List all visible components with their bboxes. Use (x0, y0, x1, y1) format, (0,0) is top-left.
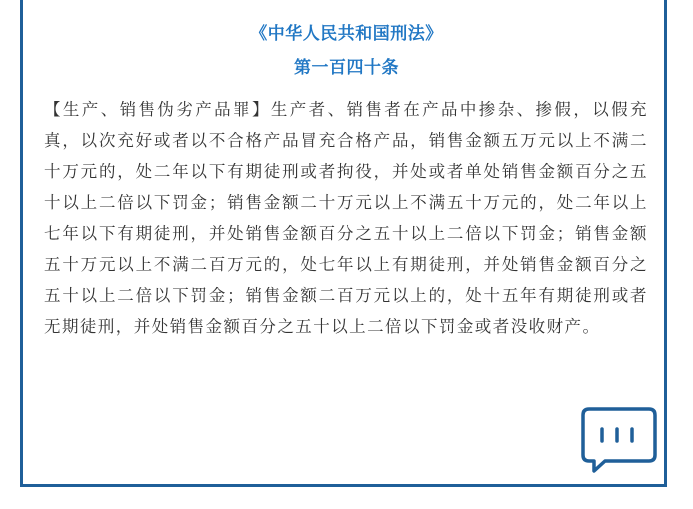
article-number: 第一百四十条 (294, 58, 399, 78)
law-title: 《中华人民共和国刑法》 (250, 24, 443, 44)
article-body: 【生产、销售伪劣产品罪】生产者、销售者在产品中掺杂、掺假，以假充真，以次充好或者以不合格产品冒充合格产品，销售金额五万元以上不满二十万元的，处二年以下有期徒刑或者拘役，并处或者单处销售金额百分之五十以上二倍以下罚金；销售金额二十万元以上不满五十万元的，处二年以上七年以下有期徒刑，并处销售金额百分之五十以上二倍以下罚金；销售金额五十万元以上不满二百万元的，处七年以上有期徒刑，并处销售金额百分之五十以上二倍以下罚金；销售金额二百万元以上的，处十五年有期徒刑或者无期徒刑，并处销售金额百分之五十以上二倍以下罚金或者没收财产。 (44, 100, 648, 336)
speech-bubble-icon (579, 405, 659, 475)
speech-bubble-outline (583, 409, 655, 471)
